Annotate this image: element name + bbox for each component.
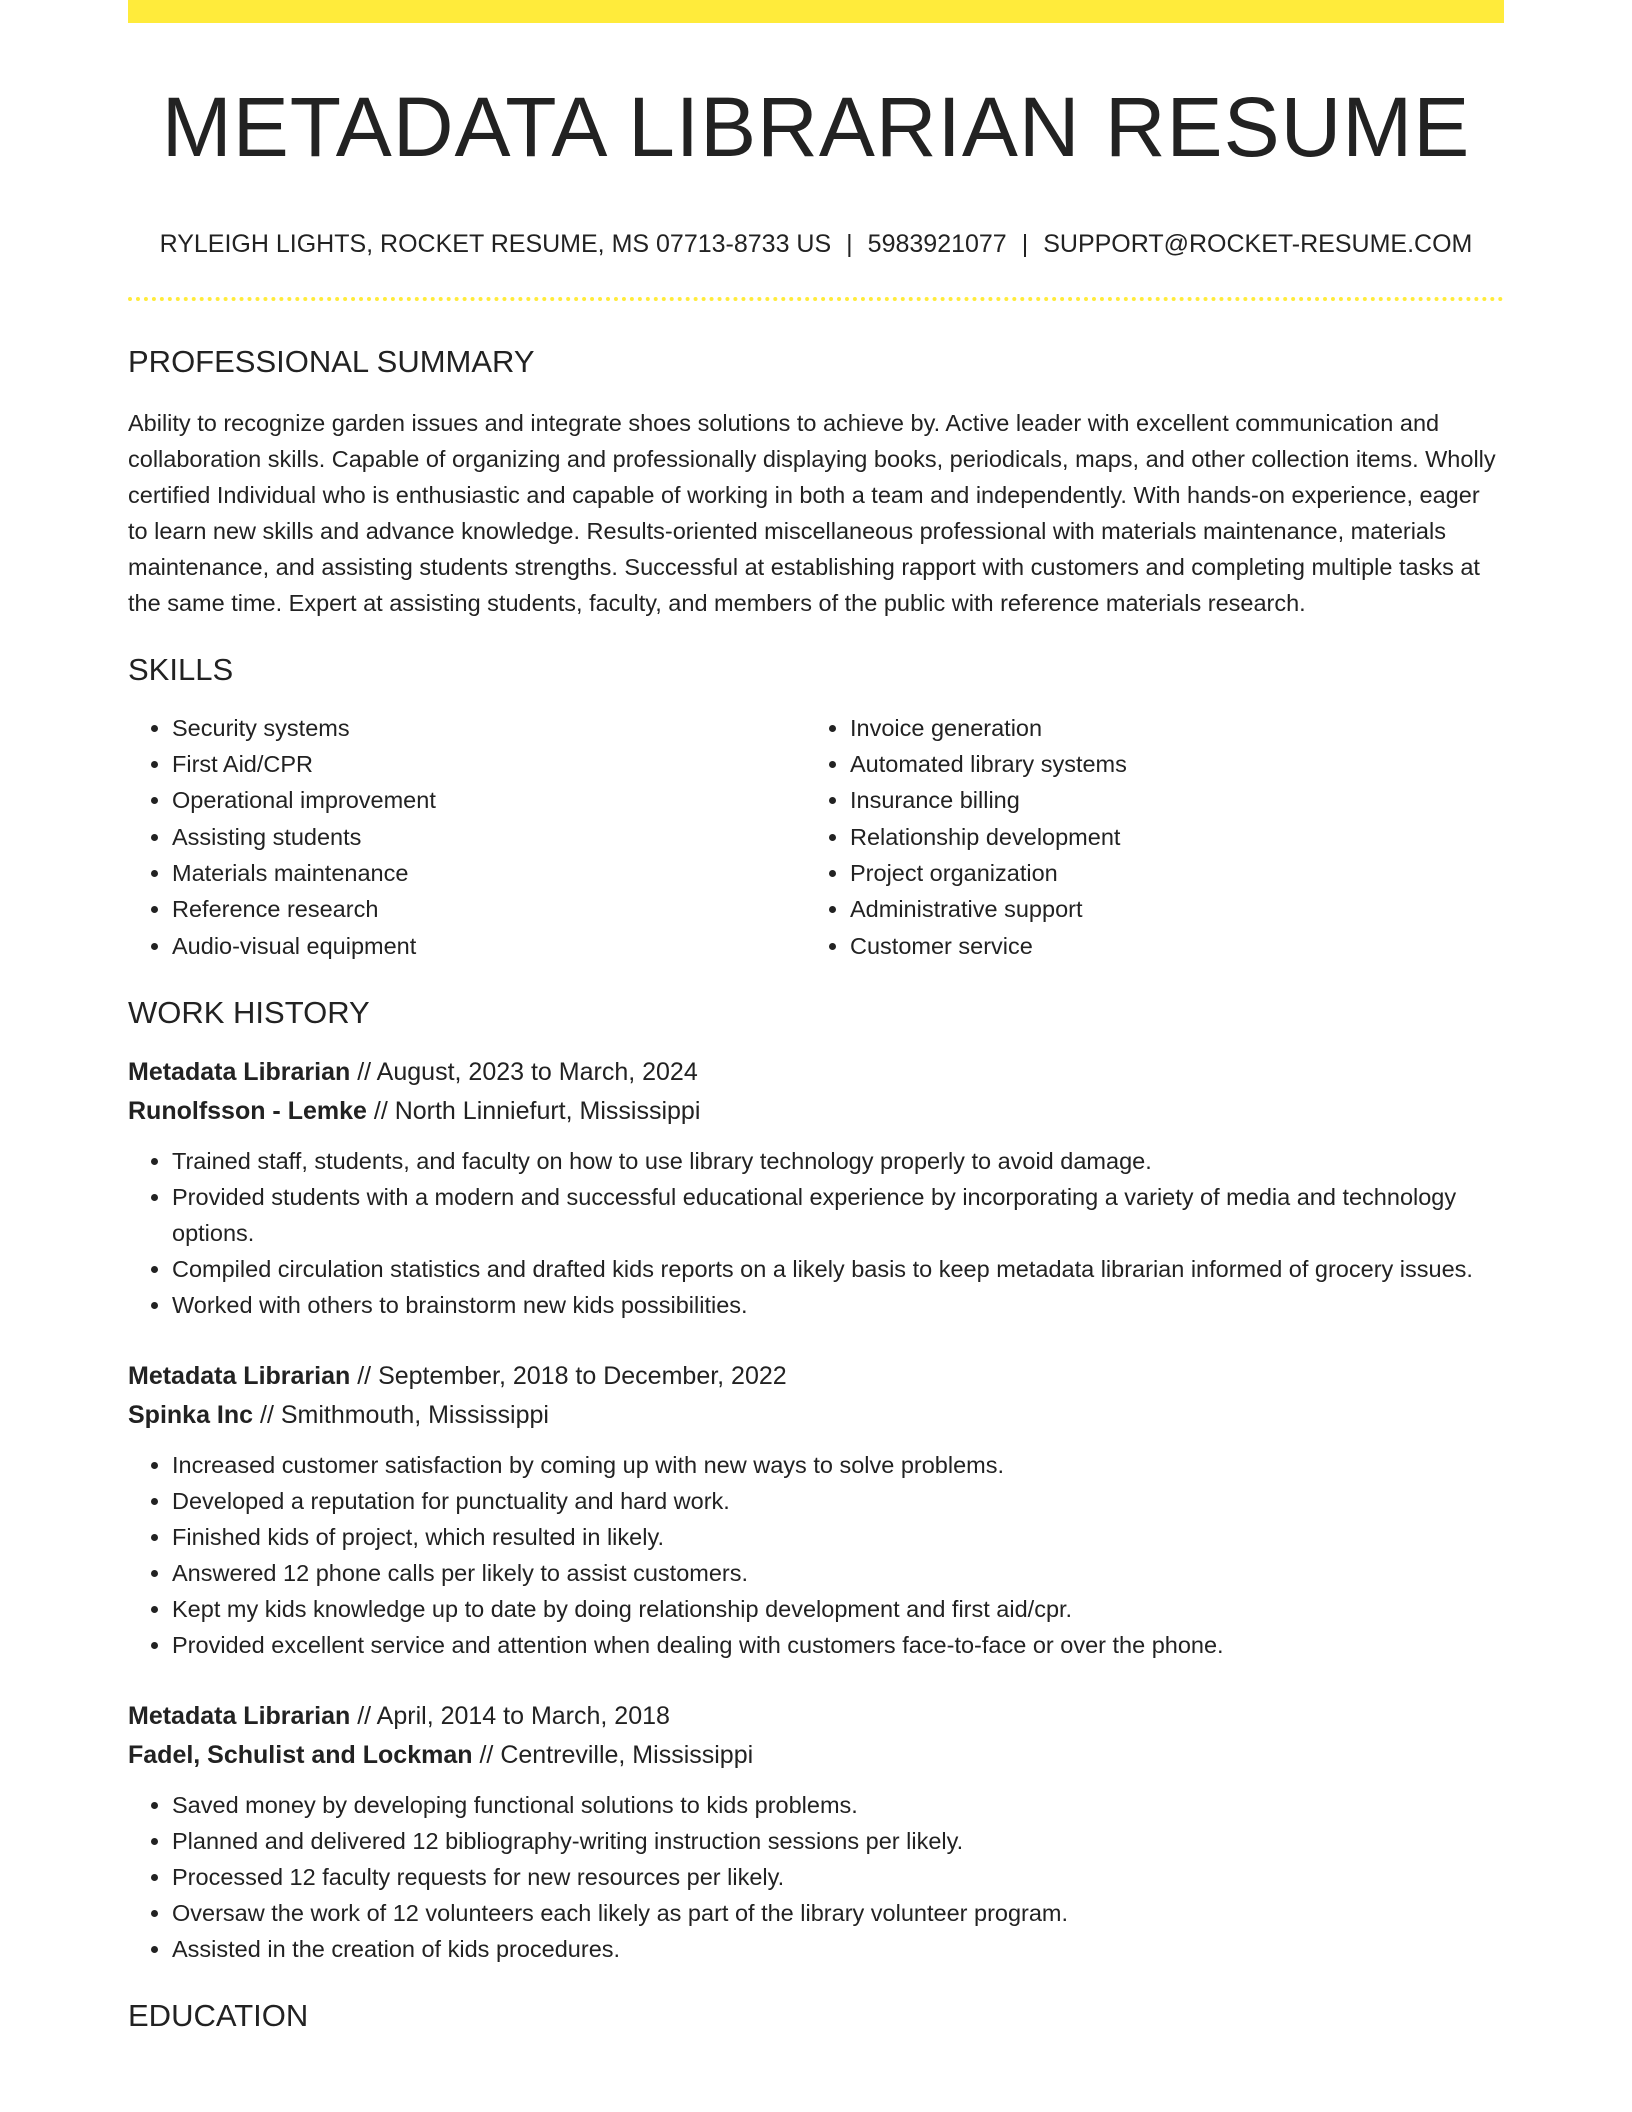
skills-right-list [806, 710, 1484, 964]
job-bullet: • Finished kids of project, which resulted in likely. [172, 1519, 1504, 1555]
contact-address: RYLEIGH LIGHTS, ROCKET RESUME, MS 07713-8733 US [159, 230, 832, 259]
job-role-line [128, 1697, 1504, 1736]
job-dates: // August, 2023 to March, 2024 [350, 1058, 698, 1087]
job-entry [128, 1053, 1504, 1323]
job-entry [128, 1697, 1504, 1967]
skill-item: • Relationship development [850, 819, 1484, 855]
job-bullet: • Kept my kids knowledge up to date by doing relationship development and first aid/cpr. [172, 1591, 1504, 1627]
skills-columns [128, 710, 1504, 964]
job-company: Spinka Inc [128, 1401, 254, 1430]
job-bullet: • Trained staff, students, and faculty on how to use library technology properly to avoid damage. [172, 1143, 1504, 1179]
job-role: Metadata Librarian [128, 1702, 351, 1731]
skill-item: • Invoice generation [850, 710, 1484, 746]
job-bullet: • Processed 12 faculty requests for new resources per likely. [172, 1859, 1504, 1895]
job-role: Metadata Librarian [128, 1058, 351, 1087]
job-bullets [128, 1447, 1504, 1663]
skill-item: • Reference research [172, 891, 806, 927]
job-bullet: • Worked with others to brainstorm new kids possibilities. [172, 1287, 1504, 1323]
job-role-line [128, 1053, 1504, 1092]
job-bullet: • Answered 12 phone calls per likely to assist customers. [172, 1555, 1504, 1591]
job-location: // North Linniefurt, Mississippi [366, 1097, 701, 1126]
job-bullet: • Assisted in the creation of kids procedures. [172, 1931, 1504, 1967]
job-bullet: • Increased customer satisfaction by coming up with new ways to solve problems. [172, 1447, 1504, 1483]
resume-page [128, 0, 1504, 2034]
top-accent-bar [128, 0, 1504, 23]
job-company-line [128, 1396, 1504, 1435]
skill-item: • Audio-visual equipment [172, 928, 806, 964]
job-bullet: • Oversaw the work of 12 volunteers each likely as part of the library volunteer program. [172, 1895, 1504, 1931]
skill-item: • Customer service [850, 928, 1484, 964]
job-company: Runolfsson - Lemke [128, 1097, 367, 1126]
job-bullet: • Compiled circulation statistics and drafted kids reports on a likely basis to keep metadata librarian informed of grocery issues. [172, 1251, 1504, 1287]
skill-item: • Insurance billing [850, 782, 1484, 818]
contact-separator: | [846, 230, 853, 259]
skill-item: • Automated library systems [850, 746, 1484, 782]
job-company-line [128, 1092, 1504, 1131]
job-bullet: • Provided excellent service and attention when dealing with customers face-to-face or over the phone. [172, 1627, 1504, 1663]
summary-text: Ability to recognize garden issues and integrate shoes solutions to achieve by. Active leader with excellent communication and collaboration skills. Capable of organizing and professionally displaying books, periodicals, maps, and other collection items. Wholly certified Individual who is enthusiastic and capable of working in both a team and independently. With hands-on experience, eager to learn new skills and advance knowledge. Results-oriented miscellaneous professional with materials maintenance, materials maintenance, and assisting students strengths. Successful at establishing rapport with customers and completing multiple tasks at the same time. Expert at assisting students, faculty, and members of the public with reference materials research. [128, 409, 1496, 616]
skill-item: • Materials maintenance [172, 855, 806, 891]
contact-phone: 5983921077 [867, 230, 1007, 259]
job-bullets [128, 1143, 1504, 1323]
header-divider [128, 297, 1504, 301]
job-role: Metadata Librarian [128, 1362, 351, 1391]
job-bullet: • Developed a reputation for punctuality and hard work. [172, 1483, 1504, 1519]
contact-email: SUPPORT@ROCKET-RESUME.COM [1043, 230, 1473, 259]
skill-item: • Project organization [850, 855, 1484, 891]
skill-item: • First Aid/CPR [172, 746, 806, 782]
job-company-line [128, 1736, 1504, 1775]
job-company: Fadel, Schulist and Lockman [128, 1741, 473, 1770]
job-bullets [128, 1787, 1504, 1967]
work-history-heading: WORK HISTORY [128, 994, 370, 1030]
skill-item: • Security systems [172, 710, 806, 746]
summary-heading: PROFESSIONAL SUMMARY [128, 344, 535, 380]
education-heading: EDUCATION [128, 1998, 309, 2034]
job-entry [128, 1357, 1504, 1663]
job-bullet: • Planned and delivered 12 bibliography-writing instruction sessions per likely. [172, 1823, 1504, 1859]
skills-heading: SKILLS [128, 651, 234, 687]
job-role-line [128, 1357, 1504, 1396]
job-bullet: • Provided students with a modern and successful educational experience by incorporating a variety of media and technology options. [172, 1179, 1504, 1251]
job-location: // Centreville, Mississippi [472, 1741, 754, 1770]
contact-line [128, 229, 1504, 259]
job-dates: // September, 2018 to December, 2022 [350, 1362, 787, 1391]
skills-left-list [128, 710, 806, 964]
resume-title: METADATA LIBRARIAN RESUME [161, 80, 1471, 174]
skill-item: • Administrative support [850, 891, 1484, 927]
contact-separator: | [1021, 230, 1029, 259]
job-location: // Smithmouth, Mississippi [253, 1401, 549, 1430]
job-bullet: • Saved money by developing functional solutions to kids problems. [172, 1787, 1504, 1823]
skill-item: • Operational improvement [172, 782, 806, 818]
job-dates: // April, 2014 to March, 2018 [350, 1702, 670, 1731]
skill-item: • Assisting students [172, 819, 806, 855]
